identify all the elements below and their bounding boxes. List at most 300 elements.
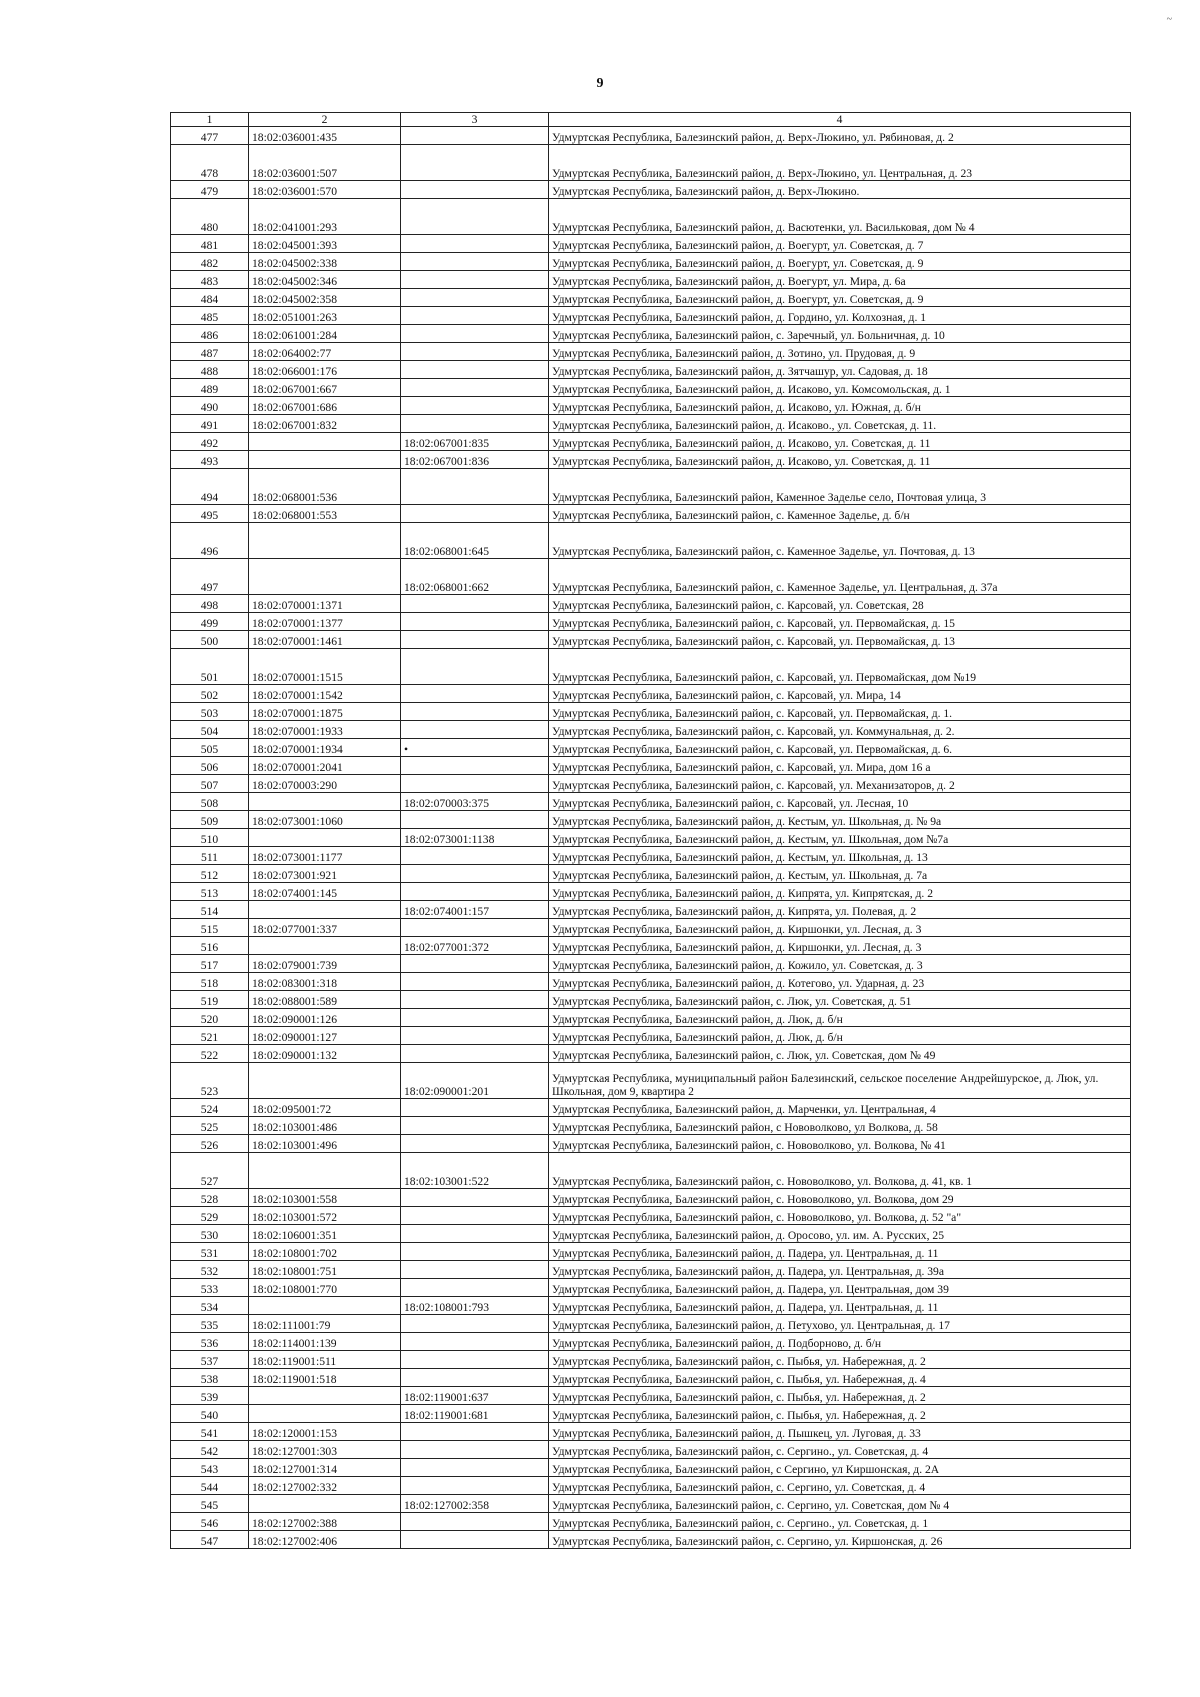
cadastral-number-alt-cell [401,469,549,505]
row-number-cell: 520 [171,1009,249,1027]
cadastral-number-cell: 18:02:036001:570 [249,181,401,199]
cadastral-number-cell: 18:02:090001:132 [249,1045,401,1063]
cadastral-number-alt-cell [401,1513,549,1531]
row-number-cell: 547 [171,1531,249,1549]
cadastral-number-alt-cell [401,631,549,649]
address-cell: Удмуртская Республика, Балезинский район, д. Падера, ул. Центральная, д. 11 [549,1297,1131,1315]
cadastral-number-cell: 18:02:041001:293 [249,199,401,235]
cadastral-number-cell: 18:02:103001:486 [249,1117,401,1135]
address-cell: Удмуртская Республика, Балезинский район, с. Нововолково, ул. Волкова, № 41 [549,1135,1131,1153]
cadastral-number-alt-cell [401,811,549,829]
cadastral-number-alt-cell: 18:02:068001:645 [401,523,549,559]
row-number-cell: 529 [171,1207,249,1225]
cadastral-number-alt-cell [401,1423,549,1441]
address-cell: Удмуртская Республика, Балезинский район, д. Воегурт, ул. Советская, д. 9 [549,253,1131,271]
cadastral-number-cell: 18:02:061001:284 [249,325,401,343]
address-cell: Удмуртская Республика, Балезинский район, д. Оросово, ул. им. А. Русских, 25 [549,1225,1131,1243]
address-cell: Удмуртская Республика, Балезинский район, д. Котегово, ул. Ударная, д. 23 [549,973,1131,991]
table-row [171,721,1131,739]
row-number-cell: 539 [171,1387,249,1405]
table-row [171,1333,1131,1351]
cadastral-number-cell [249,901,401,919]
address-cell: Удмуртская Республика, Балезинский район, с. Карсовай, ул. Советская, 28 [549,595,1131,613]
cadastral-number-cell: 18:02:074001:145 [249,883,401,901]
cadastral-number-alt-cell: 18:02:067001:835 [401,433,549,451]
cadastral-number-cell: 18:02:120001:153 [249,1423,401,1441]
cadastral-number-cell: 18:02:073001:1177 [249,847,401,865]
row-number-cell: 525 [171,1117,249,1135]
address-cell: Удмуртская Республика, Балезинский район, д. Кипрята, ул. Кипрятская, д. 2 [549,883,1131,901]
row-number-cell: 505 [171,739,249,757]
row-number-cell: 492 [171,433,249,451]
cadastral-number-cell [249,793,401,811]
address-cell: Удмуртская Республика, Балезинский район, с. Карсовай, ул. Мира, 14 [549,685,1131,703]
address-cell: Удмуртская Республика, Балезинский район, с. Карсовай, ул. Коммунальная, д. 2. [549,721,1131,739]
row-number-cell: 485 [171,307,249,325]
cadastral-number-cell: 18:02:106001:351 [249,1225,401,1243]
row-number-cell: 494 [171,469,249,505]
row-number-cell: 519 [171,991,249,1009]
address-cell: Удмуртская Республика, Балезинский район, с. Сергино, ул. Советская, дом № 4 [549,1495,1131,1513]
cadastral-number-cell [249,559,401,595]
table-row [171,397,1131,415]
address-cell: Удмуртская Республика, Балезинский район, с. Пыбья, ул. Набережная, д. 2 [549,1351,1131,1369]
cadastral-number-cell: 18:02:070003:290 [249,775,401,793]
cadastral-number-cell [249,1297,401,1315]
row-number-cell: 518 [171,973,249,991]
table-row [171,451,1131,469]
table-row [171,289,1131,307]
table-row [171,865,1131,883]
table-row [171,235,1131,253]
cadastral-number-alt-cell [401,199,549,235]
address-cell: Удмуртская Республика, Балезинский район, д. Верх-Люкино, ул. Центральная, д. 23 [549,145,1131,181]
cadastral-number-cell: 18:02:067001:832 [249,415,401,433]
table-header [171,113,1131,127]
row-number-cell: 489 [171,379,249,397]
table-row [171,649,1131,685]
address-cell: Удмуртская Республика, Балезинский район, с. Заречный, ул. Больничная, д. 10 [549,325,1131,343]
cadastral-number-alt-cell [401,127,549,145]
table-row [171,973,1131,991]
cadastral-number-alt-cell [401,379,549,397]
table-row [171,1351,1131,1369]
row-number-cell: 546 [171,1513,249,1531]
row-number-cell: 524 [171,1099,249,1117]
table-row [171,559,1131,595]
row-number-cell: 521 [171,1027,249,1045]
table-row [171,703,1131,721]
cadastral-number-cell: 18:02:051001:263 [249,307,401,325]
cadastral-number-alt-cell [401,865,549,883]
address-cell: Удмуртская Республика, Балезинский район, с. Пыбья, ул. Набережная, д. 2 [549,1405,1131,1423]
cadastral-number-cell [249,1495,401,1513]
cadastral-number-cell: 18:02:045002:346 [249,271,401,289]
address-cell: Удмуртская Республика, Балезинский район, д. Гордино, ул. Колхозная, д. 1 [549,307,1131,325]
cadastral-number-alt-cell [401,757,549,775]
cadastral-number-cell [249,937,401,955]
row-number-cell: 484 [171,289,249,307]
registry-table [170,112,1131,1549]
address-cell: Удмуртская Республика, Балезинский район, с. Каменное Заделье, ул. Почтовая, д. 13 [549,523,1131,559]
table-row [171,1315,1131,1333]
cadastral-number-cell: 18:02:070001:1461 [249,631,401,649]
row-number-cell: 493 [171,451,249,469]
cadastral-number-cell: 18:02:070001:1875 [249,703,401,721]
cadastral-number-alt-cell [401,1531,549,1549]
address-cell: Удмуртская Республика, Балезинский район, д. Кожило, ул. Советская, д. 3 [549,955,1131,973]
cadastral-number-cell [249,523,401,559]
cadastral-number-cell: 18:02:070001:1371 [249,595,401,613]
cadastral-number-alt-cell [401,307,549,325]
cadastral-number-alt-cell [401,1459,549,1477]
row-number-cell: 508 [171,793,249,811]
header-row [171,113,1131,127]
row-number-cell: 509 [171,811,249,829]
table-row [171,1423,1131,1441]
cadastral-number-cell: 18:02:070001:2041 [249,757,401,775]
row-number-cell: 483 [171,271,249,289]
cadastral-number-alt-cell [401,1279,549,1297]
row-number-cell: 479 [171,181,249,199]
cadastral-number-cell: 18:02:127001:314 [249,1459,401,1477]
cadastral-number-cell: 18:02:088001:589 [249,991,401,1009]
table-row [171,343,1131,361]
row-number-cell: 503 [171,703,249,721]
cadastral-number-cell: 18:02:064002:77 [249,343,401,361]
row-number-cell: 495 [171,505,249,523]
cadastral-number-alt-cell [401,703,549,721]
row-number-cell: 517 [171,955,249,973]
cadastral-number-alt-cell: 18:02:119001:637 [401,1387,549,1405]
table-row [171,1207,1131,1225]
cadastral-number-cell: 18:02:119001:511 [249,1351,401,1369]
address-cell: Удмуртская Республика, Балезинский район, д. Васютенки, ул. Васильковая, дом № 4 [549,199,1131,235]
address-cell: Удмуртская Республика, Балезинский район, д. Исаково, ул. Советская, д. 11 [549,433,1131,451]
row-number-cell: 481 [171,235,249,253]
row-number-cell: 502 [171,685,249,703]
cadastral-number-alt-cell [401,361,549,379]
cadastral-number-cell: 18:02:090001:126 [249,1009,401,1027]
row-number-cell: 478 [171,145,249,181]
cadastral-number-cell: 18:02:127002:388 [249,1513,401,1531]
address-cell: Удмуртская Республика, Балезинский район, д. Петухово, ул. Центральная, д. 17 [549,1315,1131,1333]
address-cell: Удмуртская Республика, Балезинский район, с. Сергино., ул. Советская, д. 4 [549,1441,1131,1459]
cadastral-number-cell: 18:02:045002:338 [249,253,401,271]
page-number: 9 [596,76,604,91]
address-cell: Удмуртская Республика, Балезинский район, с. Нововолково, ул. Волкова, д. 41, кв. 1 [549,1153,1131,1189]
address-cell: Удмуртская Республика, Балезинский район, с. Карсовай, ул. Первомайская, д. 6. [549,739,1131,757]
address-cell: Удмуртская Республика, Балезинский район, с. Нововолково, ул. Волкова, д. 52 "а" [549,1207,1131,1225]
cadastral-number-alt-cell [401,721,549,739]
address-cell: Удмуртская Республика, Балезинский район, д. Пышкец, ул. Луговая, д. 33 [549,1423,1131,1441]
address-cell: Удмуртская Республика, Балезинский район, д. Кестым, ул. Школьная, д. № 9а [549,811,1131,829]
row-number-cell: 523 [171,1063,249,1099]
row-number-cell: 527 [171,1153,249,1189]
cadastral-number-cell: 18:02:066001:176 [249,361,401,379]
row-number-cell: 537 [171,1351,249,1369]
table-row [171,811,1131,829]
cadastral-number-alt-cell: 18:02:073001:1138 [401,829,549,847]
address-cell: Удмуртская Республика, Балезинский район, д. Верх-Люкино. [549,181,1131,199]
address-cell: Удмуртская Республика, Балезинский район, с Нововолково, ул Волкова, д. 58 [549,1117,1131,1135]
address-cell: Удмуртская Республика, Балезинский район, д. Исаково., ул. Советская, д. 11. [549,415,1131,433]
cadastral-number-cell: 18:02:095001:72 [249,1099,401,1117]
scan-mark: ~ [1166,14,1172,25]
cadastral-number-cell: 18:02:083001:318 [249,973,401,991]
table-row [171,325,1131,343]
address-cell: Удмуртская Республика, Балезинский район, д. Кипрята, ул. Полевая, д. 2 [549,901,1131,919]
cadastral-number-alt-cell [401,847,549,865]
row-number-cell: 507 [171,775,249,793]
cadastral-number-alt-cell [401,1333,549,1351]
table-row [171,415,1131,433]
table-row [171,1225,1131,1243]
address-cell: Удмуртская Республика, Балезинский район, д. Воегурт, ул. Советская, д. 9 [549,289,1131,307]
table-row [171,1009,1131,1027]
cadastral-number-alt-cell [401,1369,549,1387]
cadastral-number-cell [249,1153,401,1189]
cadastral-number-cell: 18:02:070001:1542 [249,685,401,703]
cadastral-number-alt-cell [401,955,549,973]
row-number-cell: 534 [171,1297,249,1315]
cadastral-number-alt-cell [401,685,549,703]
cadastral-number-alt-cell: 18:02:119001:681 [401,1405,549,1423]
cadastral-number-alt-cell [401,595,549,613]
cadastral-number-alt-cell [401,919,549,937]
table-row [171,271,1131,289]
cadastral-number-alt-cell [401,1225,549,1243]
row-number-cell: 497 [171,559,249,595]
row-number-cell: 490 [171,397,249,415]
table-row [171,1189,1131,1207]
table-row [171,469,1131,505]
cadastral-number-cell: 18:02:070001:1377 [249,613,401,631]
table-row [171,793,1131,811]
cadastral-number-cell: 18:02:103001:572 [249,1207,401,1225]
row-number-cell: 526 [171,1135,249,1153]
row-number-cell: 513 [171,883,249,901]
header-col-2: 2 [249,113,401,127]
cadastral-number-alt-cell [401,1027,549,1045]
table-row [171,631,1131,649]
address-cell: Удмуртская Республика, Балезинский район, д. Исаково, ул. Советская, д. 11 [549,451,1131,469]
cadastral-number-cell: 18:02:067001:667 [249,379,401,397]
address-cell: Удмуртская Республика, Балезинский район, с. Карсовай, ул. Первомайская, д. 13 [549,631,1131,649]
address-cell: Удмуртская Республика, Балезинский район, с. Каменное Заделье, ул. Центральная, д. 37а [549,559,1131,595]
row-number-cell: 510 [171,829,249,847]
header-col-3: 3 [401,113,549,127]
row-number-cell: 515 [171,919,249,937]
table-row [171,505,1131,523]
row-number-cell: 544 [171,1477,249,1495]
row-number-cell: 531 [171,1243,249,1261]
cadastral-number-cell: 18:02:114001:139 [249,1333,401,1351]
cadastral-number-alt-cell [401,649,549,685]
cadastral-number-alt-cell: 18:02:067001:836 [401,451,549,469]
row-number-cell: 504 [171,721,249,739]
cadastral-number-alt-cell [401,1189,549,1207]
cadastral-number-cell: 18:02:045001:393 [249,235,401,253]
address-cell: Удмуртская Республика, Балезинский район, с. Каменное Заделье, д. б/н [549,505,1131,523]
address-cell: Удмуртская Республика, Балезинский район, с. Карсовай, ул. Мира, дом 16 а [549,757,1131,775]
cadastral-number-cell: 18:02:068001:536 [249,469,401,505]
table-row [171,1027,1131,1045]
cadastral-number-alt-cell [401,1117,549,1135]
row-number-cell: 530 [171,1225,249,1243]
cadastral-number-cell [249,1387,401,1405]
cadastral-number-alt-cell: 18:02:077001:372 [401,937,549,955]
cadastral-number-cell: 18:02:127001:303 [249,1441,401,1459]
cadastral-number-cell: 18:02:077001:337 [249,919,401,937]
cadastral-number-cell: 18:02:036001:435 [249,127,401,145]
row-number-cell: 477 [171,127,249,145]
row-number-cell: 482 [171,253,249,271]
cadastral-number-cell: 18:02:079001:739 [249,955,401,973]
table-row [171,379,1131,397]
table-row [171,829,1131,847]
address-cell: Удмуртская Республика, Балезинский район, с. Люк, ул. Советская, дом № 49 [549,1045,1131,1063]
cadastral-number-cell: 18:02:070001:1934 [249,739,401,757]
table-row [171,1099,1131,1117]
cadastral-number-cell [249,1063,401,1099]
cadastral-number-cell: 18:02:090001:127 [249,1027,401,1045]
cadastral-number-alt-cell [401,1099,549,1117]
address-cell: Удмуртская Республика, Балезинский район, Каменное Заделье село, Почтовая улица, 3 [549,469,1131,505]
address-cell: Удмуртская Республика, Балезинский район, д. Кестым, ул. Школьная, дом №7а [549,829,1131,847]
table-row [171,1531,1131,1549]
table-row [171,901,1131,919]
cadastral-number-alt-cell [401,1009,549,1027]
row-number-cell: 486 [171,325,249,343]
table-body [171,127,1131,1549]
cadastral-number-alt-cell [401,271,549,289]
table-row [171,919,1131,937]
row-number-cell: 543 [171,1459,249,1477]
cadastral-number-alt-cell [401,397,549,415]
cadastral-number-alt-cell [401,343,549,361]
cadastral-number-cell [249,829,401,847]
cadastral-number-cell: 18:02:045002:358 [249,289,401,307]
address-cell: Удмуртская Республика, Балезинский район, д. Исаково, ул. Южная, д. б/н [549,397,1131,415]
row-number-cell: 480 [171,199,249,235]
cadastral-number-alt-cell [401,973,549,991]
cadastral-number-alt-cell [401,1261,549,1279]
address-cell: Удмуртская Республика, Балезинский район, с. Карсовай, ул. Лесная, 10 [549,793,1131,811]
row-number-cell: 516 [171,937,249,955]
row-number-cell: 491 [171,415,249,433]
cadastral-number-cell: 18:02:108001:751 [249,1261,401,1279]
table-row [171,685,1131,703]
table-row [171,1369,1131,1387]
row-number-cell: 540 [171,1405,249,1423]
row-number-cell: 514 [171,901,249,919]
table-row [171,253,1131,271]
address-cell: Удмуртская Республика, Балезинский район, д. Люк, д. б/н [549,1027,1131,1045]
table-row [171,1297,1131,1315]
cadastral-number-cell: 18:02:036001:507 [249,145,401,181]
table-row [171,433,1131,451]
table-row [171,1063,1131,1099]
table-row [171,1045,1131,1063]
cadastral-number-cell: 18:02:108001:770 [249,1279,401,1297]
cadastral-number-cell: 18:02:103001:496 [249,1135,401,1153]
table-row [171,199,1131,235]
row-number-cell: 533 [171,1279,249,1297]
row-number-cell: 538 [171,1369,249,1387]
cadastral-number-cell: 18:02:127002:332 [249,1477,401,1495]
address-cell: Удмуртская Республика, Балезинский район, д. Воегурт, ул. Советская, д. 7 [549,235,1131,253]
row-number-cell: 542 [171,1441,249,1459]
cadastral-number-alt-cell [401,1207,549,1225]
cadastral-number-alt-cell: 18:02:070003:375 [401,793,549,811]
cadastral-number-alt-cell: • [401,739,549,757]
row-number-cell: 511 [171,847,249,865]
cadastral-number-alt-cell [401,1135,549,1153]
row-number-cell: 496 [171,523,249,559]
address-cell: Удмуртская Республика, Балезинский район, д. Верх-Люкино, ул. Рябиновая, д. 2 [549,127,1131,145]
address-cell: Удмуртская Республика, Балезинский район, с. Пыбья, ул. Набережная, д. 4 [549,1369,1131,1387]
cadastral-number-alt-cell [401,145,549,181]
address-cell: Удмуртская Республика, Балезинский район, с. Карсовай, ул. Первомайская, д. 15 [549,613,1131,631]
row-number-cell: 506 [171,757,249,775]
table-row [171,1459,1131,1477]
address-cell: Удмуртская Республика, Балезинский район, с Сергино, ул Киршонская, д. 2А [549,1459,1131,1477]
table-row [171,1117,1131,1135]
cadastral-number-alt-cell [401,991,549,1009]
cadastral-number-cell: 18:02:068001:553 [249,505,401,523]
cadastral-number-cell: 18:02:070001:1515 [249,649,401,685]
address-cell: Удмуртская Республика, Балезинский район, с. Карсовай, ул. Механизаторов, д. 2 [549,775,1131,793]
cadastral-number-cell [249,451,401,469]
address-cell: Удмуртская Республика, Балезинский район, д. Люк, д. б/н [549,1009,1131,1027]
address-cell: Удмуртская Республика, Балезинский район, д. Киршонки, ул. Лесная, д. 3 [549,937,1131,955]
cadastral-number-alt-cell [401,1351,549,1369]
cadastral-number-cell: 18:02:119001:518 [249,1369,401,1387]
address-cell: Удмуртская Республика, Балезинский район, с. Люк, ул. Советская, д. 51 [549,991,1131,1009]
cadastral-number-alt-cell [401,1243,549,1261]
row-number-cell: 522 [171,1045,249,1063]
cadastral-number-alt-cell [401,1315,549,1333]
table-row [171,1495,1131,1513]
address-cell: Удмуртская Республика, Балезинский район, с. Карсовай, ул. Первомайская, дом №19 [549,649,1131,685]
table-row [171,1243,1131,1261]
address-cell: Удмуртская Республика, Балезинский район, д. Подборново, д. б/н [549,1333,1131,1351]
cadastral-number-alt-cell [401,1045,549,1063]
address-cell: Удмуртская Республика, Балезинский район, д. Кестым, ул. Школьная, д. 13 [549,847,1131,865]
row-number-cell: 500 [171,631,249,649]
cadastral-number-alt-cell [401,613,549,631]
cadastral-number-cell: 18:02:070001:1933 [249,721,401,739]
cadastral-number-alt-cell [401,1441,549,1459]
cadastral-number-alt-cell [401,253,549,271]
table-row [171,847,1131,865]
row-number-cell: 535 [171,1315,249,1333]
row-number-cell: 532 [171,1261,249,1279]
table-row [171,595,1131,613]
cadastral-number-cell [249,1405,401,1423]
table-row [171,1261,1131,1279]
header-col-4: 4 [549,113,1131,127]
address-cell: Удмуртская Республика, Балезинский район, д. Исаково, ул. Комсомольская, д. 1 [549,379,1131,397]
table-row [171,775,1131,793]
row-number-cell: 512 [171,865,249,883]
cadastral-number-alt-cell [401,505,549,523]
cadastral-number-alt-cell: 18:02:108001:793 [401,1297,549,1315]
row-number-cell: 487 [171,343,249,361]
table-row [171,1153,1131,1189]
cadastral-number-cell: 18:02:073001:1060 [249,811,401,829]
